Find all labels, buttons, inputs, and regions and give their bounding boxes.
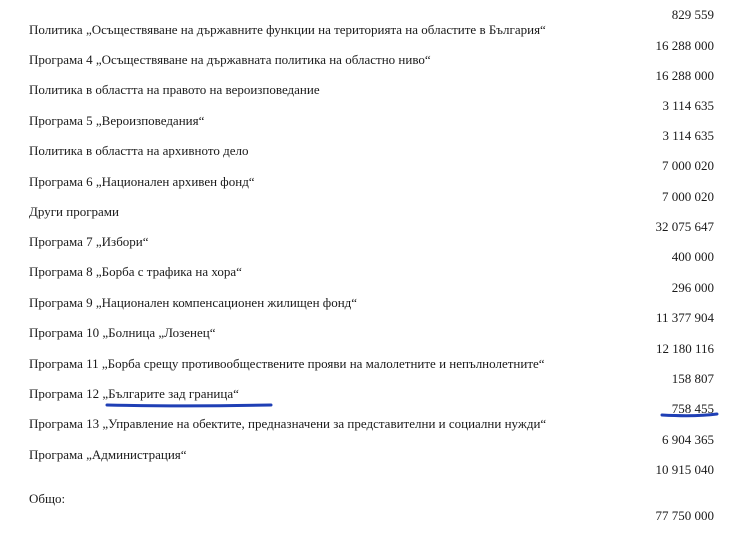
total-value: 77 750 000 — [655, 508, 714, 523]
label-row-13: Програма 12 „Българите зад граница“ — [29, 386, 239, 401]
label-row-2: Програма 4 „Осъществяване на държавната политика на областно ниво“ — [29, 52, 431, 67]
value-row-1: 16 288 000 — [655, 38, 714, 53]
value-row-4: 3 114 635 — [662, 128, 714, 143]
label-row-1: Политика „Осъществяване на държавните функции на територията на областите в България“ — [29, 22, 546, 37]
value-row-7: 32 075 647 — [655, 219, 714, 234]
value-row-8: 400 000 — [671, 249, 714, 264]
label-row-6: Програма 6 „Национален архивен фонд“ — [29, 174, 255, 189]
label-row-4: Програма 5 „Вероизповедания“ — [29, 113, 205, 128]
value-row-9: 296 000 — [671, 280, 714, 295]
value-row-10: 11 377 904 — [655, 310, 714, 325]
label-row-10: Програма 9 „Национален компенсационен жилищен фонд“ — [29, 295, 358, 310]
value-row-2: 16 288 000 — [655, 68, 714, 83]
label-row-5: Политика в областта на архивното дело — [29, 143, 249, 158]
value-row-6: 7 000 020 — [662, 189, 714, 204]
value-row-15: 10 915 040 — [655, 462, 714, 477]
label-row-3: Политика в областта на правото на вероизповедание — [29, 82, 320, 97]
label-row-9: Програма 8 „Борба с трафика на хора“ — [29, 264, 242, 279]
value-row-3: 3 114 635 — [662, 98, 714, 113]
label-row-11: Програма 10 „Болница „Лозенец“ — [29, 325, 216, 340]
value-row-13: 758 455 — [671, 401, 714, 416]
value-row-14: 6 904 365 — [662, 432, 714, 447]
value-row-11: 12 180 116 — [655, 341, 714, 356]
label-row-12: Програма 11 „Борба срещу противообществените прояви на малолетните и непълнолетните“ — [29, 356, 545, 371]
total-label: Общо: — [29, 491, 66, 506]
value-row-5: 7 000 020 — [662, 158, 714, 173]
label-row-7: Други програми — [29, 204, 119, 219]
label-row-15: Програма „Администрация“ — [29, 447, 187, 462]
label-row-8: Програма 7 „Избори“ — [29, 234, 149, 249]
label-row-14: Програма 13 „Управление на обектите, предназначени за представителни и социални нужди“ — [29, 416, 547, 431]
value-row-12: 158 807 — [671, 371, 714, 386]
value-row-0: 829 559 — [671, 7, 714, 22]
underline-mark-label — [107, 405, 271, 406]
